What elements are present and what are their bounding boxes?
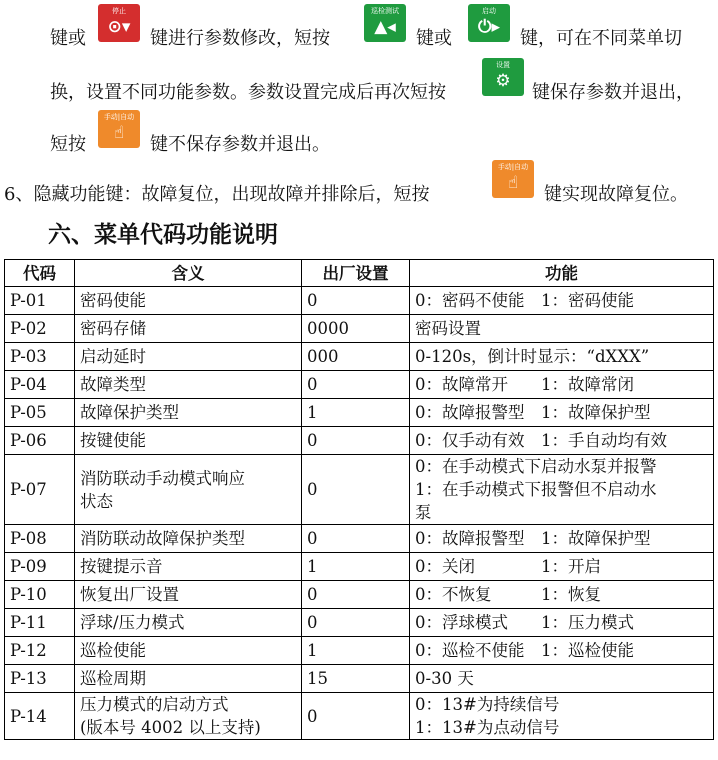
manual-auto-button-image	[492, 160, 534, 198]
row-code: P-12	[5, 637, 75, 665]
table-row	[5, 343, 714, 371]
row-code: P-08	[5, 525, 75, 553]
row-function: 0：密码不使能 1：密码使能	[410, 287, 714, 315]
row-function: 0-120s，倒计时显示：“dXXX”	[410, 343, 714, 371]
row-code: P-06	[5, 427, 75, 455]
row-meaning: 压力模式的启动方式 (版本号 4002 以上支持)	[75, 693, 302, 740]
button-caption: 手动|自动	[103, 113, 135, 121]
row-code: P-07	[5, 455, 75, 525]
instruction-text: 键或	[416, 28, 452, 49]
hand-press-icon: ☝	[507, 173, 519, 193]
button-caption: 设置	[496, 61, 510, 69]
row-code: P-03	[5, 343, 75, 371]
row-function: 0：故障报警型 1：故障保护型	[410, 399, 714, 427]
row-default: 0000	[302, 315, 410, 343]
instruction-text: 换，设置不同功能参数。参数设置完成后再次短按	[50, 82, 446, 103]
row-meaning: 消防联动手动模式响应 状态	[75, 455, 302, 525]
patrol-test-button-image	[364, 4, 406, 42]
row-default: 0	[302, 455, 410, 525]
instruction-text: 键实现故障复位。	[544, 184, 688, 205]
row-default: 1	[302, 553, 410, 581]
instruction-text: 键保存参数并退出，	[532, 82, 694, 103]
row-default: 000	[302, 343, 410, 371]
table-row	[5, 455, 714, 525]
row-code: P-05	[5, 399, 75, 427]
row-meaning: 浮球/压力模式	[75, 609, 302, 637]
instruction-text: 键进行参数修改，短按	[150, 28, 330, 49]
instruction-text: 键不保存参数并退出。	[150, 134, 330, 155]
instruction-text: 6、隐藏功能键：故障复位，出现故障并排除后，短按	[4, 184, 430, 205]
row-default: 0	[302, 287, 410, 315]
table-row	[5, 693, 714, 740]
start-power-icon: ⏻▸	[478, 17, 500, 37]
instruction-text: 键，可在不同菜单切	[520, 28, 682, 49]
row-code: P-09	[5, 553, 75, 581]
row-meaning: 按键使能	[75, 427, 302, 455]
row-default: 0	[302, 371, 410, 399]
button-caption: 启动	[482, 7, 496, 15]
row-function: 0：故障常开 1：故障常闭	[410, 371, 714, 399]
button-caption: 巡检测试	[371, 7, 399, 15]
row-function: 0：13#为持续信号 1：13#为点动信号	[410, 693, 714, 740]
table-row	[5, 525, 714, 553]
row-meaning: 密码使能	[75, 287, 302, 315]
button-caption: 手动|自动	[497, 163, 529, 171]
row-code: P-01	[5, 287, 75, 315]
column-header-default: 出厂设置	[302, 260, 410, 287]
stop-button-image	[98, 4, 140, 42]
row-meaning: 按键提示音	[75, 553, 302, 581]
table-row	[5, 315, 714, 343]
column-header-function: 功能	[410, 260, 714, 287]
table-row	[5, 553, 714, 581]
table-row	[5, 287, 714, 315]
row-default: 1	[302, 637, 410, 665]
row-function: 0：仅手动有效 1：手自动均有效	[410, 427, 714, 455]
row-function: 0：不恢复 1：恢复	[410, 581, 714, 609]
row-code: P-13	[5, 665, 75, 693]
row-code: P-11	[5, 609, 75, 637]
row-meaning: 消防联动故障保护类型	[75, 525, 302, 553]
row-code: P-04	[5, 371, 75, 399]
row-function: 0-30 天	[410, 665, 714, 693]
section-title: 六、菜单代码功能说明	[48, 222, 278, 248]
hand-press-icon: ☝	[113, 123, 125, 143]
start-button-image	[468, 4, 510, 42]
instruction-text: 短按	[50, 134, 86, 155]
person-patrol-icon: ▲◂	[374, 17, 396, 37]
row-default: 0	[302, 427, 410, 455]
table-row	[5, 427, 714, 455]
table-row	[5, 399, 714, 427]
row-default: 0	[302, 693, 410, 740]
row-code: P-02	[5, 315, 75, 343]
row-code: P-14	[5, 693, 75, 740]
table-row	[5, 637, 714, 665]
row-meaning: 恢复出厂设置	[75, 581, 302, 609]
row-meaning: 故障保护类型	[75, 399, 302, 427]
row-meaning: 巡检周期	[75, 665, 302, 693]
row-meaning: 故障类型	[75, 371, 302, 399]
row-meaning: 密码存储	[75, 315, 302, 343]
table-row	[5, 371, 714, 399]
row-default: 0	[302, 609, 410, 637]
row-function: 0：关闭 1：开启	[410, 553, 714, 581]
table-row	[5, 609, 714, 637]
button-caption: 停止	[112, 7, 126, 15]
row-code: P-10	[5, 581, 75, 609]
instruction-text: 键或	[50, 28, 86, 49]
table-row	[5, 665, 714, 693]
row-meaning: 巡检使能	[75, 637, 302, 665]
table-body	[5, 287, 714, 740]
column-header-code: 代码	[5, 260, 75, 287]
row-function: 0：巡检不使能 1：巡检使能	[410, 637, 714, 665]
row-function: 0：浮球模式 1：压力模式	[410, 609, 714, 637]
menu-code-table	[4, 259, 714, 740]
gears-icon: ⚙	[495, 71, 511, 91]
table-header-row	[5, 260, 714, 287]
row-meaning: 启动延时	[75, 343, 302, 371]
row-default: 15	[302, 665, 410, 693]
row-default: 1	[302, 399, 410, 427]
row-function: 0：故障报警型 1：故障保护型	[410, 525, 714, 553]
table-row	[5, 581, 714, 609]
stop-power-icon: ⊙▾	[107, 17, 131, 37]
row-default: 0	[302, 581, 410, 609]
manual-auto-button-image	[98, 110, 140, 148]
row-default: 0	[302, 525, 410, 553]
settings-button-image	[482, 58, 524, 96]
row-function: 密码设置	[410, 315, 714, 343]
row-function: 0：在手动模式下启动水泵并报警 1：在手动模式下报警但不启动水 泵	[410, 455, 714, 525]
column-header-meaning: 含义	[75, 260, 302, 287]
